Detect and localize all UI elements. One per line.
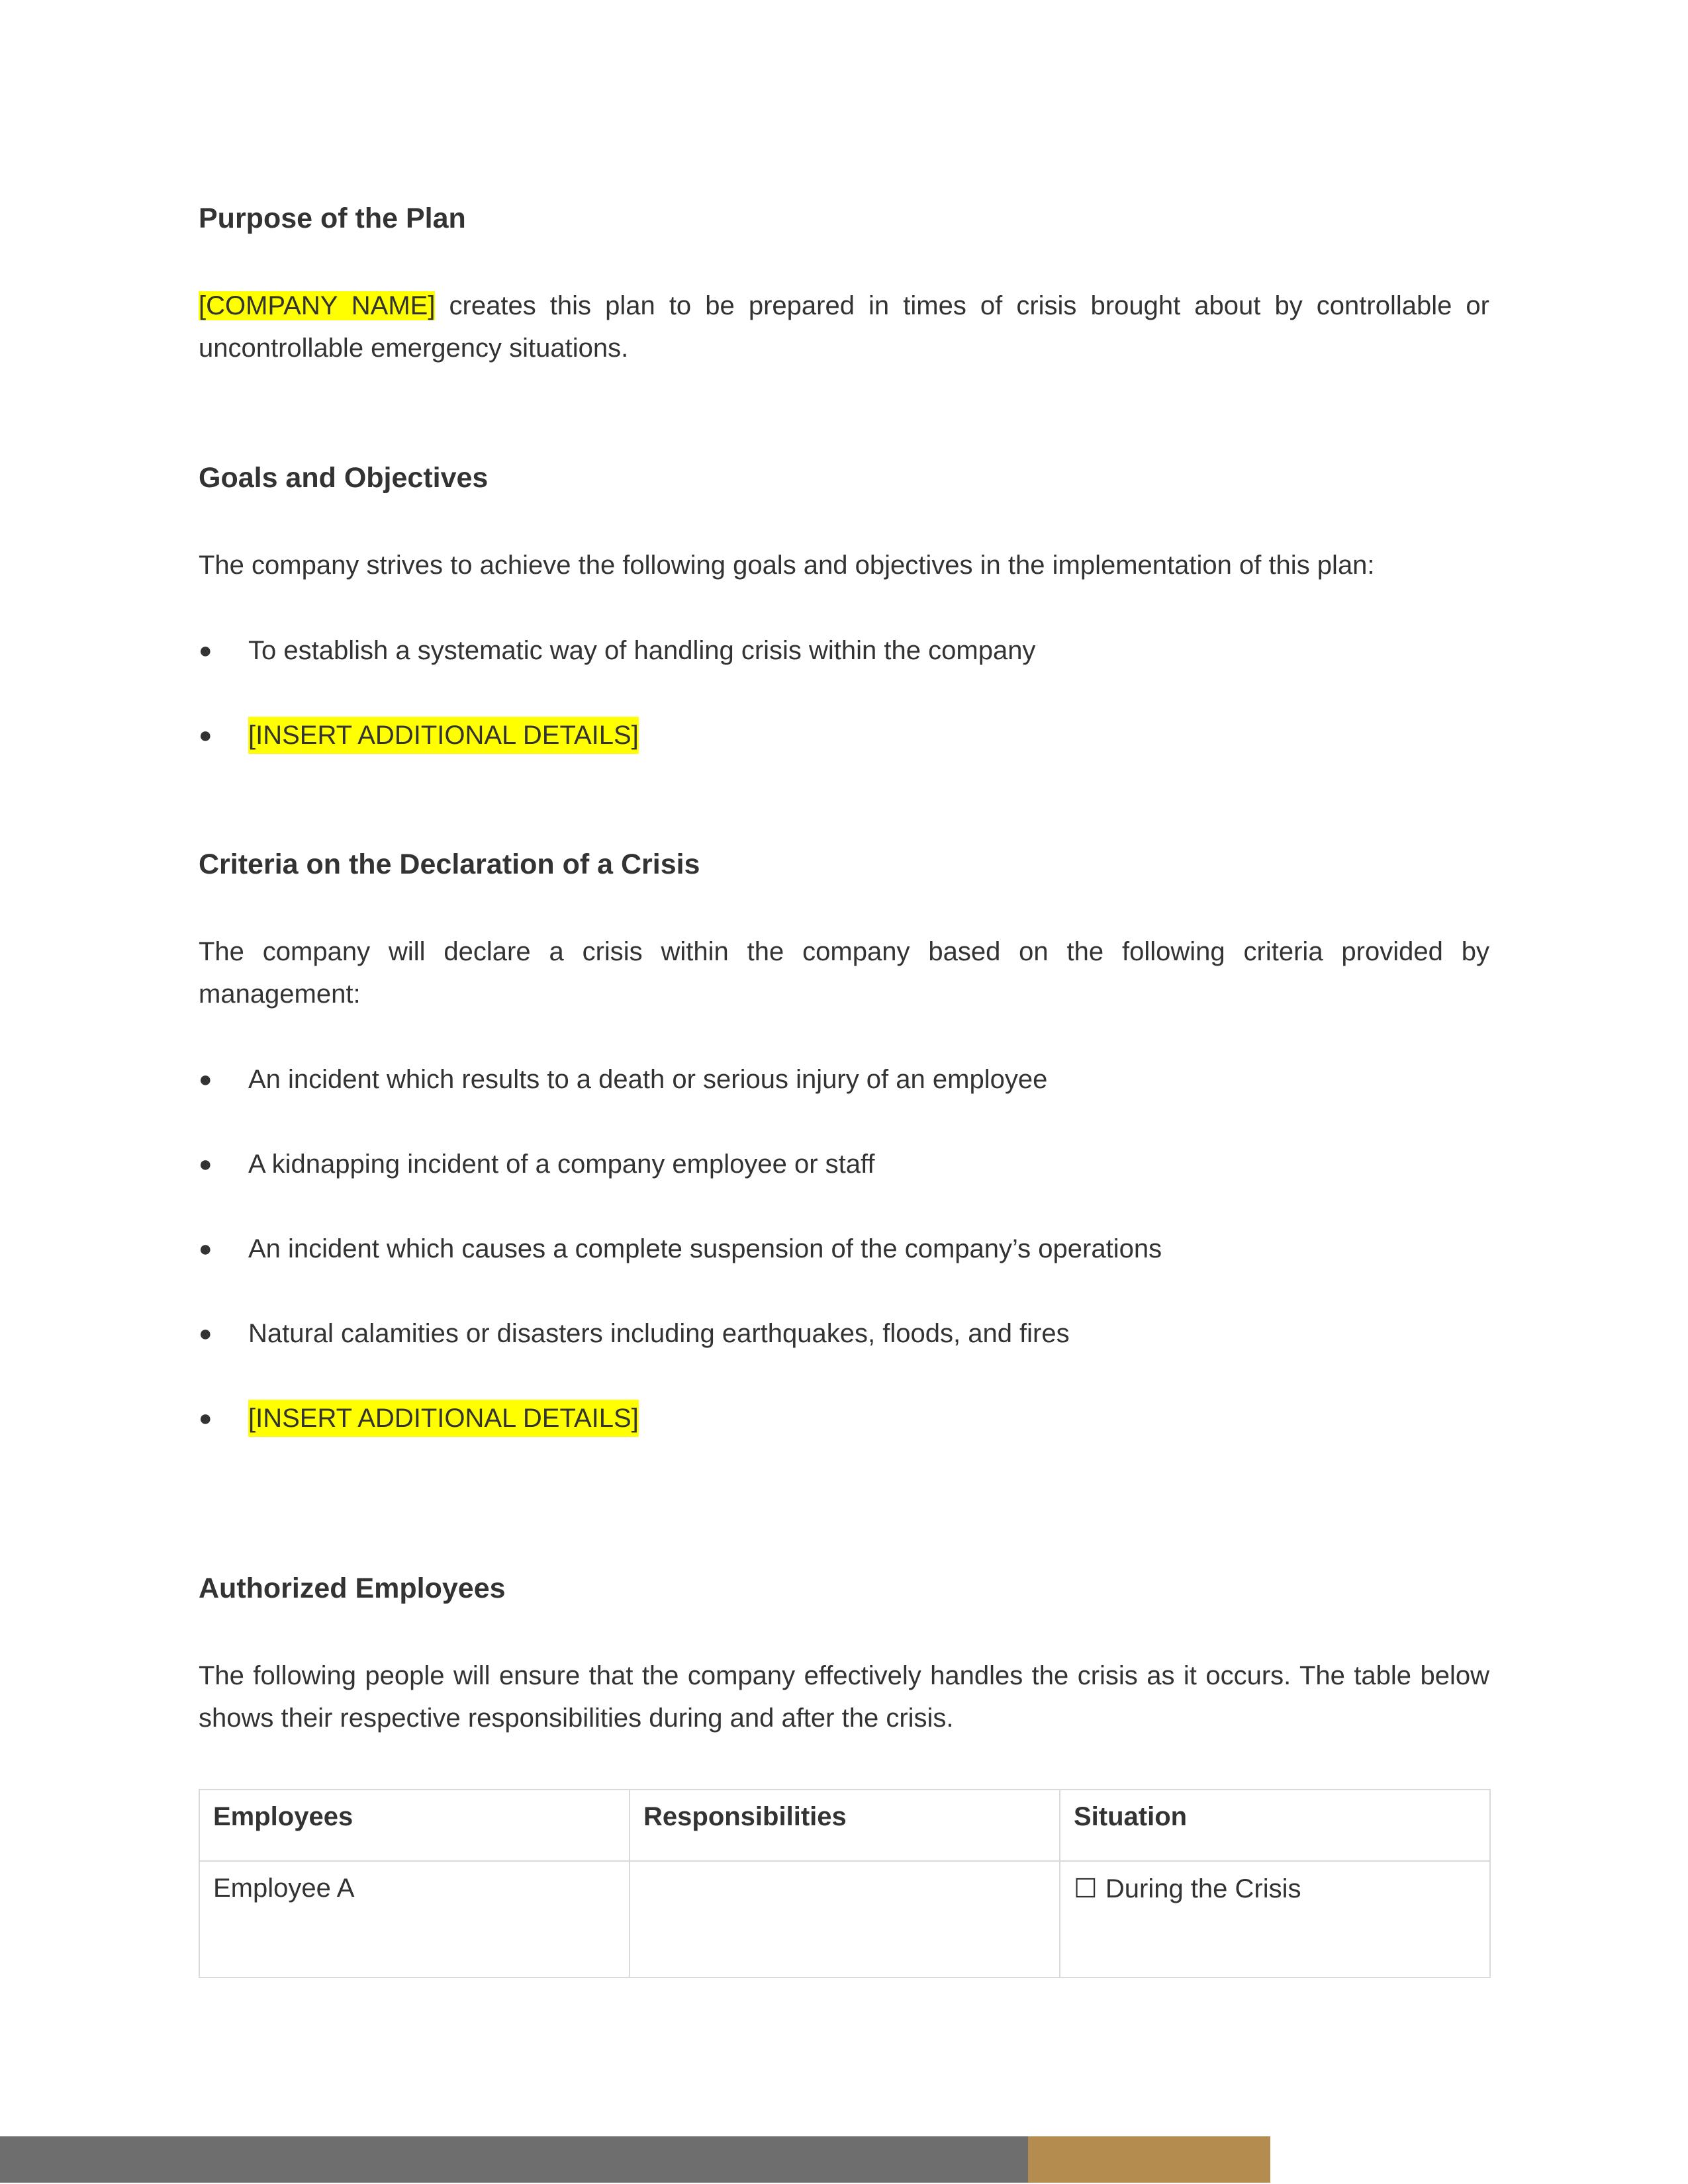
criteria-intro: The company will declare a crisis within the company based on the following criteria provided by management: [199, 937, 1489, 1009]
table-cell-responsibilities[interactable] [630, 1861, 1060, 1978]
table-header-row [199, 1790, 1490, 1861]
bullet-icon: ● [199, 1406, 212, 1431]
bullet-icon: ● [199, 723, 212, 748]
situation-label: During the Crisis [1105, 1874, 1301, 1903]
criteria-item-text: A kidnapping incident of a company employee or staff [248, 1150, 875, 1179]
company-name-placeholder: [COMPANY NAME] [199, 291, 436, 320]
authorized-intro: The following people will ensure that the company effectively handles the crisis as it occurs. The table below shows their respective responsibilities during and after the crisis. [199, 1661, 1489, 1733]
authorized-employees-table [199, 1789, 1491, 1978]
goals-item-placeholder: [INSERT ADDITIONAL DETAILS] [248, 717, 639, 754]
bullet-icon: ● [199, 1067, 212, 1092]
heading-purpose: Purpose of the Plan [199, 203, 466, 234]
table-cell-employee: Employee A [199, 1861, 630, 1978]
table-cell-situation [1060, 1861, 1490, 1978]
goals-item-text: To establish a systematic way of handling crisis within the company [248, 636, 1036, 665]
footer-bar-gold [1028, 2136, 1270, 2183]
checkbox-icon[interactable]: ☐ [1074, 1874, 1098, 1904]
goals-intro: The company strives to achieve the following goals and objectives in the implementation of this plan: [199, 551, 1375, 580]
table-header-situation: Situation [1060, 1790, 1490, 1861]
table-header-responsibilities: Responsibilities [630, 1790, 1060, 1861]
purpose-paragraph [199, 285, 1489, 369]
heading-criteria: Criteria on the Declaration of a Crisis [199, 848, 700, 880]
table-header-employees: Employees [199, 1790, 630, 1861]
footer-bar-dark [0, 2136, 1028, 2183]
heading-authorized: Authorized Employees [199, 1572, 506, 1604]
purpose-text: creates this plan to be prepared in times of crisis brought about by controllable or uncontrollable emergency situations. [199, 291, 1489, 363]
criteria-item-text: Natural calamities or disasters including earthquakes, floods, and fires [248, 1319, 1070, 1348]
criteria-item-text: An incident which results to a death or serious injury of an employee [248, 1065, 1048, 1094]
table-row [199, 1861, 1490, 1978]
bullet-icon: ● [199, 1321, 212, 1346]
criteria-item-placeholder: [INSERT ADDITIONAL DETAILS] [248, 1400, 639, 1437]
criteria-item-text: An incident which causes a complete suspension of the company’s operations [248, 1234, 1162, 1263]
bullet-icon: ● [199, 1152, 212, 1177]
heading-goals: Goals and Objectives [199, 462, 489, 494]
bullet-icon: ● [199, 1236, 212, 1261]
bullet-icon: ● [199, 638, 212, 663]
